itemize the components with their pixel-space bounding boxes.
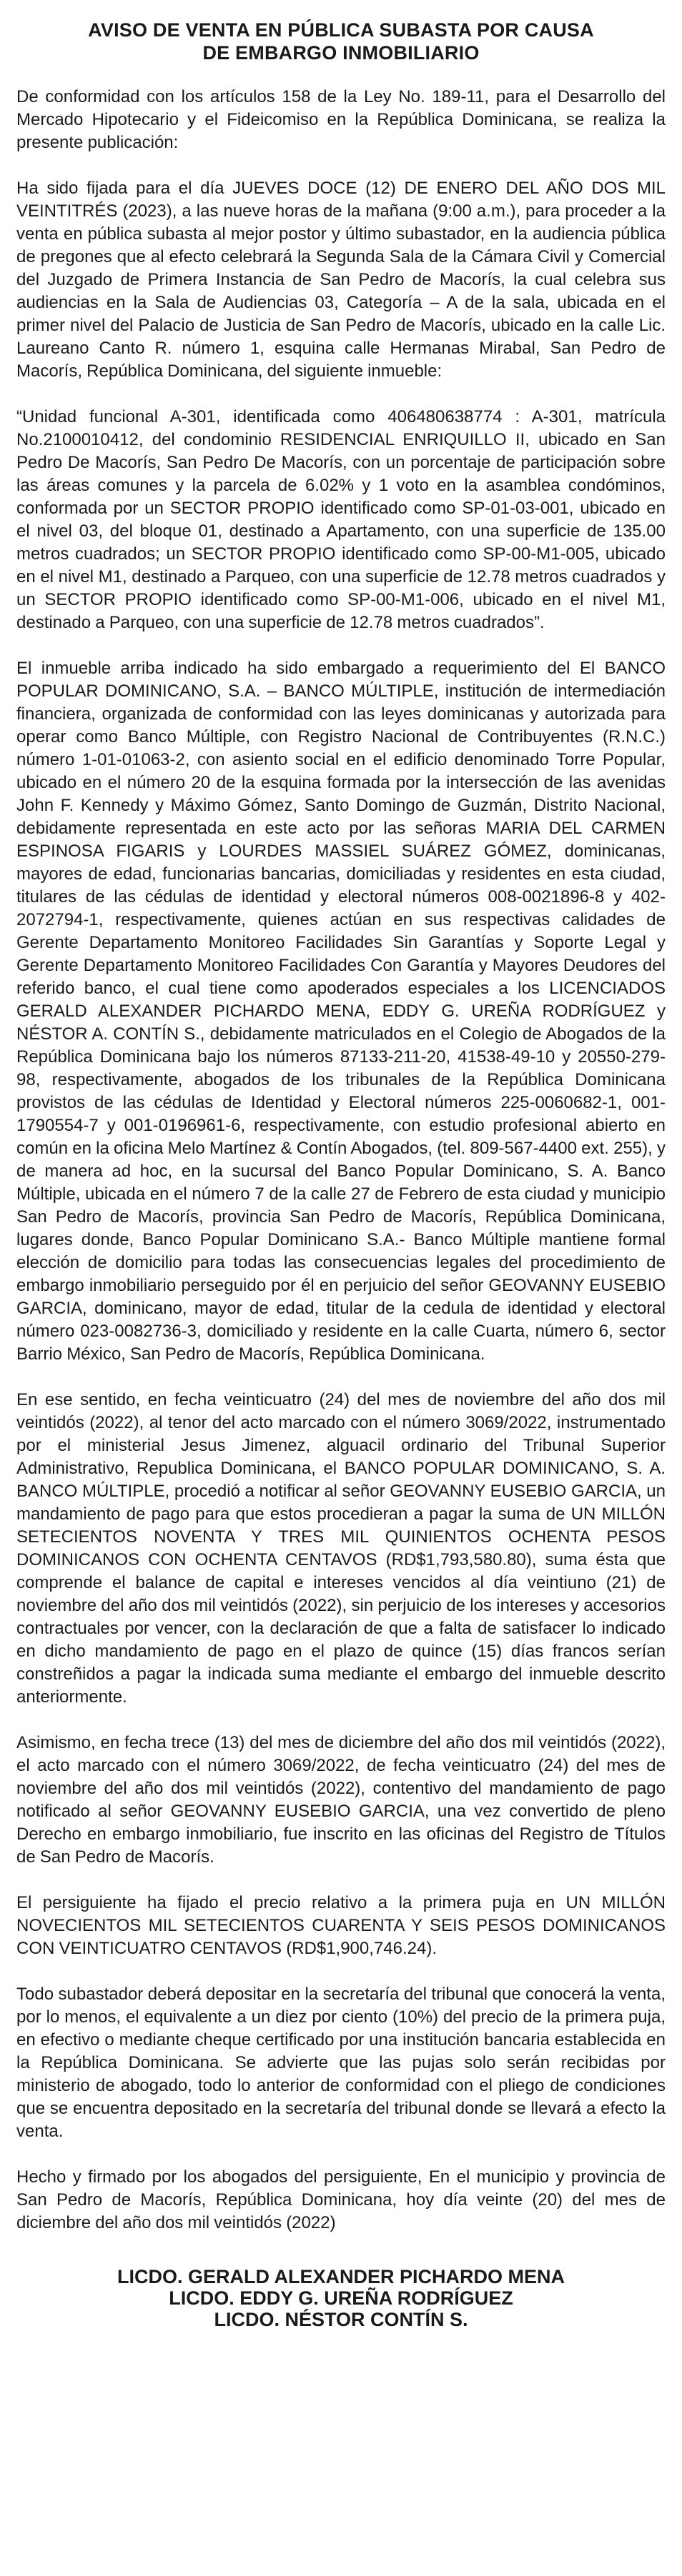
signature-lawyer-3: LICDO. NÉSTOR CONTÍN S. bbox=[214, 2309, 468, 2330]
paragraph-signed-statement: Hecho y firmado por los abogados del persiguiente, En el municipio y provincia de San Pedro de Macorís, República Dominicana, hoy día veinte (20) del mes de diciembre del año dos mil veintidós (2022) bbox=[16, 2167, 666, 2232]
signature-lawyer-1: LICDO. GERALD ALEXANDER PICHARDO MENA bbox=[117, 2266, 565, 2287]
signature-lawyer-2: LICDO. EDDY G. UREÑA RODRÍGUEZ bbox=[169, 2287, 513, 2309]
notice-body bbox=[16, 86, 666, 2235]
paragraph-registration: Asimismo, en fecha trece (13) del mes de diciembre del año dos mil veintidós (2022), el acto marcado con el número 3069/2022, de fecha veinticuatro (24) del mes de noviembre del año dos mil veintidós (2022), contentivo del mandamiento de pago notificado al señor GEOVANNY EUSEBIO GARCIA, una vez convertido de pleno Derecho en embargo inmobiliario, fue inscrito en las oficinas del Registro de Títulos de San Pedro de Macorís. bbox=[16, 1733, 666, 1867]
notice-title-line-1: AVISO DE VENTA EN PÚBLICA SUBASTA POR CAUSA bbox=[88, 19, 594, 41]
paragraph-auction-date: Ha sido fijada para el día JUEVES DOCE (12) DE ENERO DEL AÑO DOS MIL VEINTITRÉS (2023), a las nueve horas de la mañana (9:00 a.m.), para proceder a la venta en pública subasta al mejor postor y último subastador, en la audiencia pública de pregones que al efecto celebrará la Segunda Sala de la Cámara Civil y Comercial del Juzgado de Primera Instancia de San Pedro de Macorís, la cual celebra sus audiencias en la Sala de Audiencias 03, Categoría – A de la sala, ubicada en el primer nivel del Palacio de Justicia de San Pedro de Macorís, ubicado en la calle Lic. Laureano Canto R. número 1, esquina calle Hermanas Mirabal, San Pedro de Macorís, República Dominicana, del siguiente inmueble: bbox=[16, 179, 666, 381]
paragraph-property-description: “Unidad funcional A-301, identificada como 406480638774 : A-301, matrícula No.2100010412, del condominio RESIDENCIAL ENRIQUILLO II, ubicado en San Pedro De Macorís, San Pedro De Macorís, con un porcentaje de participación sobre las áreas comunes y la parcela de 6.02% y 1 voto en la asamblea condóminos, conformada por un SECTOR PROPIO identificado como SP-01-03-001, ubicado en el nivel 03, del bloque 01, destinado a Apartamento, con una superficie de 135.00 metros cuadrados; un SECTOR PROPIO identificado como SP-00-M1-005, ubicado en el nivel M1, destinado a Parqueo, con una superficie de 12.78 metros cuadrados y un SECTOR PROPIO identificado como SP-00-M1-006, ubicado en el nivel M1, destinado a Parqueo, con una superficie de 12.78 metros cuadrados”. bbox=[16, 407, 666, 632]
paragraph-payment-order: En ese sentido, en fecha veinticuatro (24) del mes de noviembre del año dos mil veintidós (2022), al tenor del acto marcado con el número 3069/2022, instrumentado por el ministerial Jesus Jimenez, alguacil ordinario del Tribunal Superior Administrativo, Republica Dominicana, el BANCO POPULAR DOMINICANO, S. A. BANCO MÚLTIPLE, procedió a notificar al señor GEOVANNY EUSEBIO GARCIA, un mandamiento de pago para que estos procedieran a pagar la suma de UN MILLÓN SETECIENTOS NOVENTA Y TRES MIL QUINIENTOS OCHENTA PESOS DOMINICANOS CON OCHENTA CENTAVOS (RD$1,793,580.80), suma ésta que comprende el balance de capital e intereses vencidos al día veintiuno (21) de noviembre del año dos mil veintidós (2022), sin perjuicio de los intereses y accesorios contractuales por vencer, con la declaración de que a falta de satisfacer lo indicado en dicho mandamiento de pago en el plazo de quince (15) días francos serían constreñidos a pagar la indicada suma mediante el embargo del inmueble descrito anteriormente. bbox=[16, 1390, 666, 1707]
paragraph-legal-basis: De conformidad con los artículos 158 de la Ley No. 189-11, para el Desarrollo del Mercado Hipotecario y el Fideicomiso en la República Dominicana, se realiza la presente publicación: bbox=[16, 87, 666, 152]
signature-block bbox=[16, 2266, 666, 2330]
paragraph-bidder-deposit: Todo subastador deberá depositar en la secretaría del tribunal que conocerá la venta, por lo menos, el equivalente a un diez por ciento (10%) del precio de la primera puja, en efectivo o mediante cheque certificado por una institución bancaria establecida en la República Dominicana. Se advierte que las pujas solo serán recibidas por ministerio de abogado, todo lo anterior de conformidad con el pliego de condiciones que se encuentra depositado en la secretaría del tribunal donde se llevará a efecto la venta. bbox=[16, 1985, 666, 2141]
paragraph-first-bid-price: El persiguiente ha fijado el precio relativo a la primera puja en UN MILLÓN NOVECIENTOS MIL SETECIENTOS CUARENTA Y SEIS PESOS DOMINICANOS CON VEINTICUATRO CENTAVOS (RD$1,900,746.24). bbox=[16, 1893, 666, 1958]
paragraph-seizing-party: El inmueble arriba indicado ha sido embargado a requerimiento del El BANCO POPULAR DOMINICANO, S.A. – BANCO MÚLTIPLE, institución de intermediación financiera, organizada de conformidad con las leyes dominicanas y autorizada para operar como Banco Múltiple, con Registro Nacional de Contribuyentes (R.N.C.) número 1-01-01063-2, con asiento social en el edificio denominado Torre Popular, ubicado en el número 20 de la esquina formada por la intersección de las avenidas John F. Kennedy y Máximo Gómez, Santo Domingo de Guzmán, Distrito Nacional, debidamente representada en este acto por las señoras MARIA DEL CARMEN ESPINOSA FIGARIS y LOURDES MASSIEL SUÁREZ GÓMEZ, dominicanas, mayores de edad, funcionarias bancarias, domiciliadas y residentes en esta ciudad, titulares de las cédulas de identidad y electoral números 008-0021896-8 y 402-2072794-1, respectivamente, quienes actúan en sus respectivas calidades de Gerente Departamento Monitoreo Facilidades Sin Garantías y Soporte Legal y Gerente Departamento Monitoreo Facilidades Con Garantía y Mayores Deudores del referido banco, el cual tiene como apoderados especiales a los LICENCIADOS GERALD ALEXANDER PICHARDO MENA, EDDY G. UREÑA RODRÍGUEZ y NÉSTOR A. CONTÍN S., debidamente matriculados en el Colegio de Abogados de la República Dominicana bajo los números 87133-211-20, 41538-49-10 y 20550-279-98, respectivamente, abogados de los tribunales de la República Dominicana provistos de las cédulas de Identidad y Electoral números 225-0060682-1, 001-1790554-7 y 001-0196961-6, respectivamente, con estudio profesional abierto en común en la oficina Melo Martínez & Contín Abogados, (tel. 809-567-4400 ext. 255), y de manera ad hoc, en la sucursal del Banco Popular Dominicano, S. A. Banco Múltiple, ubicada en el número 7 de la calle 27 de Febrero de esta ciudad y municipio San Pedro de Macorís, provincia San Pedro de Macorís, República Dominicana, lugares donde, Banco Popular Dominicano S.A.- Banco Múltiple mantiene formal elección de domicilio para todas las consecuencias legales del procedimiento de embargo inmobiliario perseguido por él en perjuicio del señor GEOVANNY EUSEBIO GARCIA, dominicano, mayor de edad, titular de la cedula de identidad y electoral número 023-0082736-3, domiciliado y residente en la calle Cuarta, número 6, sector Barrio México, San Pedro de Macorís, República Dominicana. bbox=[16, 659, 666, 1364]
notice-title-line-2: DE EMBARGO INMOBILIARIO bbox=[202, 42, 480, 64]
notice-title bbox=[16, 19, 666, 64]
